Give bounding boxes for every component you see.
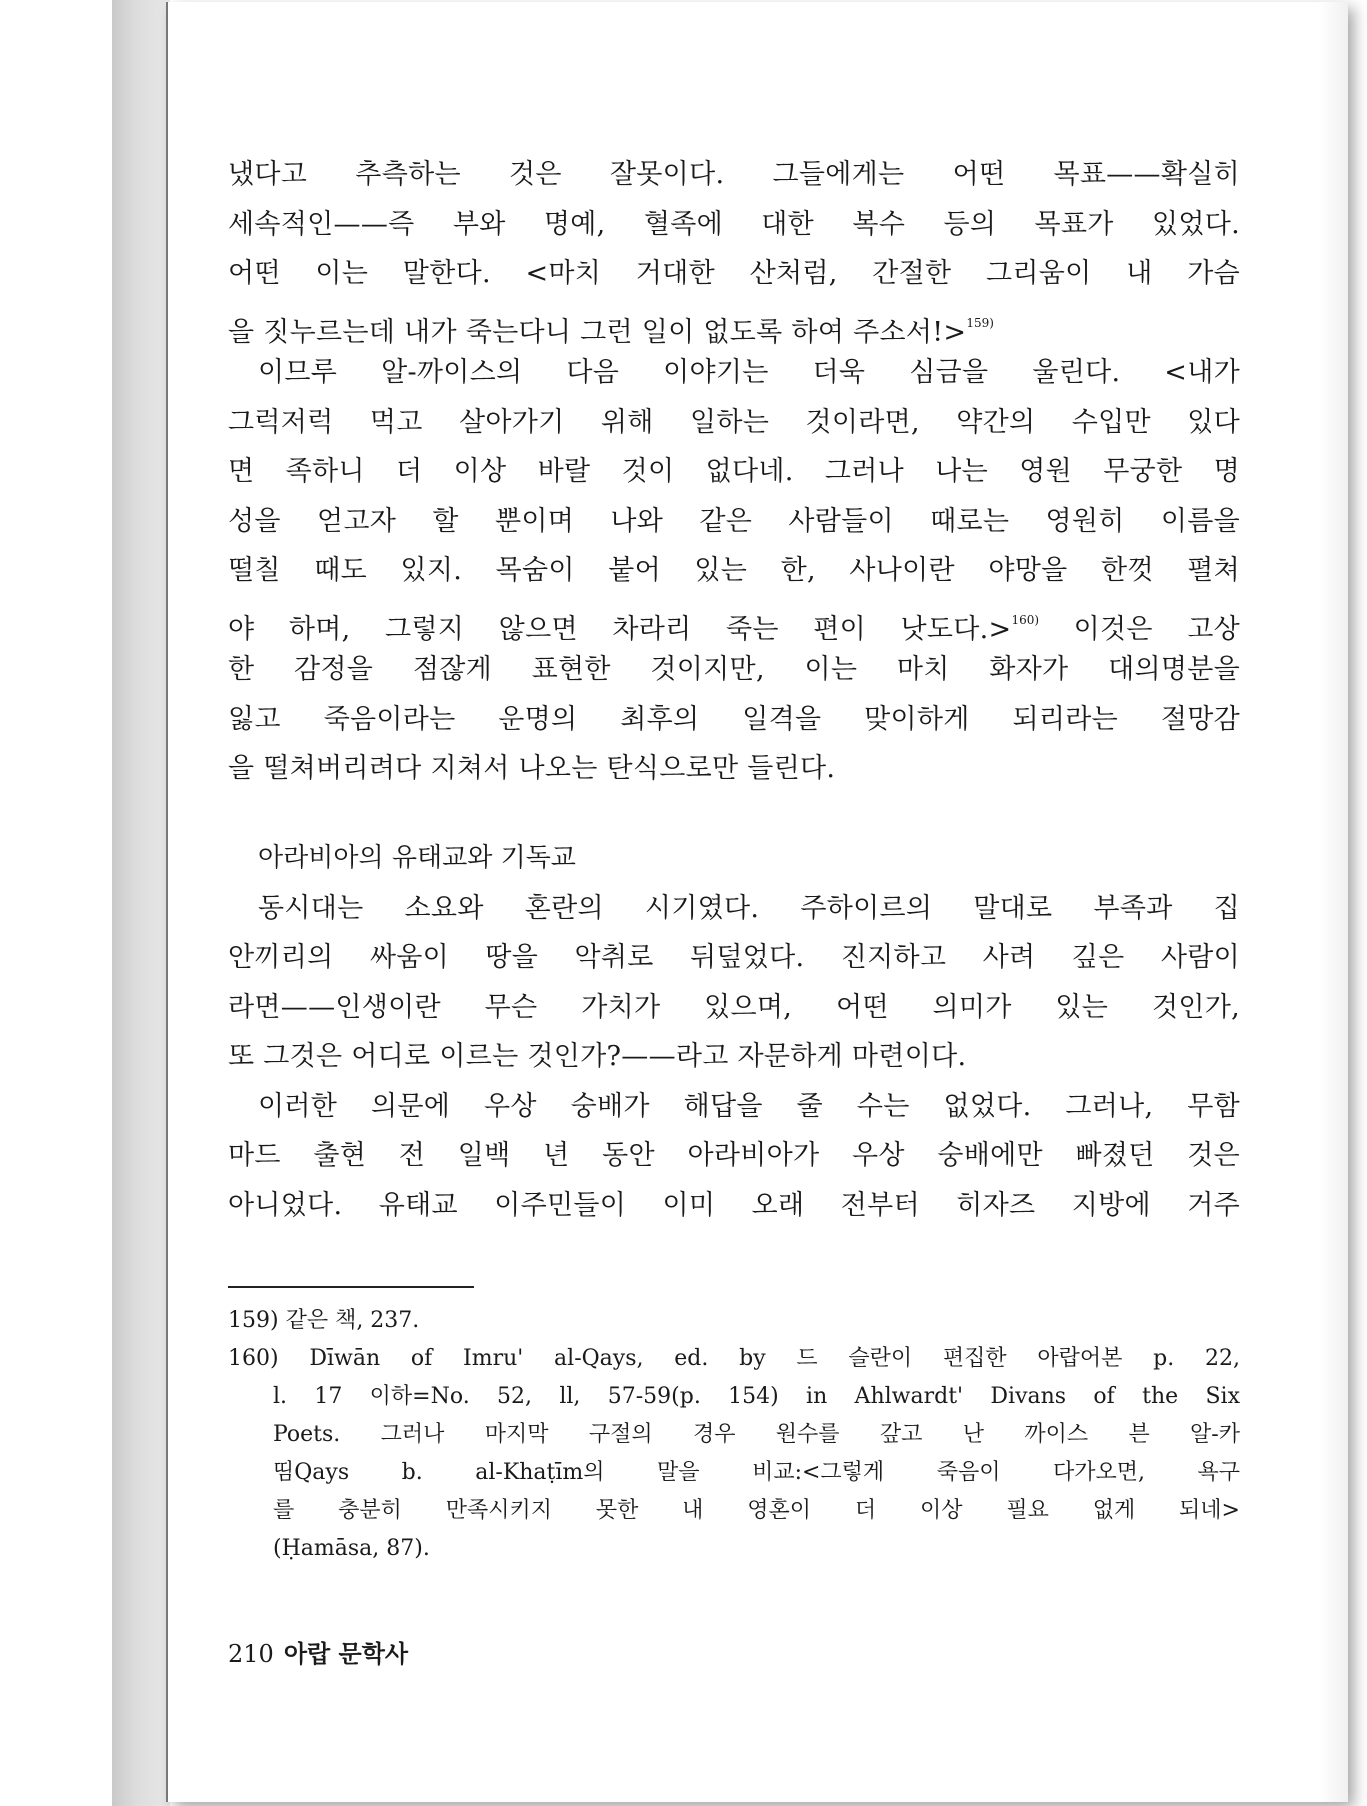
text-line: 그럭저럭 먹고 살아가기 위해 일하는 것이라면, 약간의 수입만 있다 bbox=[228, 406, 1240, 438]
text-line: 라면——인생이란 무슨 가치가 있으며, 어떤 의미가 있는 것인가, bbox=[228, 991, 1240, 1023]
text-line: 동시대는 소요와 혼란의 시기였다. 주하이르의 말대로 부족과 집 bbox=[258, 892, 1240, 924]
footnote-divider bbox=[228, 1286, 474, 1288]
book-spine bbox=[112, 0, 170, 1806]
text-line-content: 을 짓누르는데 내가 죽는다니 그런 일이 없도록 하여 주소서!> bbox=[228, 316, 967, 348]
text-line: 어떤 이는 말한다. <마치 거대한 산처럼, 간절한 그리움이 내 가슴 bbox=[228, 258, 1240, 289]
main-text bbox=[228, 150, 1240, 1230]
footnote-ref-160: 160) bbox=[1011, 612, 1040, 627]
page-edge-shade bbox=[1318, 2, 1348, 1802]
footnote-159: 159) 같은 책, 237. bbox=[228, 1308, 420, 1333]
footnote-160-cont: (Ḥamāsa, 87). bbox=[273, 1536, 430, 1561]
text-line-content: 이것은 고상 bbox=[1039, 613, 1240, 645]
running-title: 아랍 문학사 bbox=[283, 1640, 409, 1668]
text-line: 면 족하니 더 이상 바랄 것이 없다네. 그러나 나는 영원 무궁한 명 bbox=[228, 456, 1240, 487]
page-footer bbox=[228, 1634, 408, 1669]
text-line: 떨칠 때도 있지. 목숨이 붙어 있는 한, 사나이란 야망을 한껏 펼쳐 bbox=[228, 555, 1240, 586]
text-line bbox=[228, 596, 1240, 646]
footnote-160-cont: Poets. 그러나 마지막 구절의 경우 원수를 갚고 난 까이스 븐 알-카 bbox=[273, 1422, 1240, 1447]
footnotes bbox=[228, 1302, 1240, 1568]
footnote-160: 160) Dīwān of Imru' al-Qays, ed. by 드 슬란이 편집한 아랍어본 p. 22, bbox=[228, 1346, 1240, 1371]
text-line: 세속적인——즉 부와 명예, 혈족에 대한 복수 등의 목표가 있었다. bbox=[228, 208, 1240, 240]
text-line: 냈다고 추측하는 것은 잘못이다. 그들에게는 어떤 목표——확실히 bbox=[228, 159, 1240, 190]
text-line: 마드 출현 전 일백 년 동안 아라비아가 우상 숭배에만 빠졌던 것은 bbox=[228, 1140, 1240, 1171]
text-line: 잃고 죽음이라는 운명의 최후의 일격을 맞이하게 되리라는 절망감 bbox=[228, 703, 1240, 735]
text-line-content: 야 하며, 그렇지 않으면 차라리 죽는 편이 낫도다.> bbox=[228, 613, 1012, 645]
text-line: 안끼리의 싸움이 땅을 악취로 뒤덮었다. 진지하고 사려 깊은 사람이 bbox=[228, 942, 1240, 973]
text-line bbox=[228, 299, 1240, 349]
page-number: 210 bbox=[228, 1640, 274, 1668]
footnote-160-cont: 띰Qays b. al-Khaṭīm의 말을 비교:<그렇게 죽음이 다가오면, 욕구 bbox=[273, 1460, 1240, 1485]
text-line: 한 감정을 점잖게 표현한 것이지만, 이는 마치 화자가 대의명분을 bbox=[228, 654, 1240, 685]
text-line: 이러한 의문에 우상 숭배가 해답을 줄 수는 없었다. 그러나, 무함 bbox=[258, 1090, 1240, 1122]
text-line: 을 떨쳐버리려다 지쳐서 나오는 탄식으로만 들린다. bbox=[228, 753, 836, 784]
footnote-ref-159: 159) bbox=[966, 315, 994, 330]
text-line: 또 그것은 어디로 이르는 것인가?——라고 자문하게 마련이다. bbox=[228, 1041, 967, 1072]
footnote-160-cont: l. 17 이하=No. 52, ll, 57-59(p. 154) in Ahlwardt' Divans of the Six bbox=[273, 1384, 1240, 1409]
footnote-160-cont: 를 충분히 만족시키지 못한 내 영혼이 더 이상 필요 없게 되네> bbox=[273, 1498, 1240, 1523]
text-line: 아니었다. 유태교 이주민들이 이미 오래 전부터 히자즈 지방에 거주 bbox=[228, 1189, 1240, 1221]
section-heading: 아라비아의 유태교와 기독교 bbox=[258, 842, 576, 873]
text-line: 이므루 알-까이스의 다음 이야기는 더욱 심금을 울린다. <내가 bbox=[258, 357, 1240, 388]
text-line: 성을 얻고자 할 뿐이며 나와 같은 사람들이 때로는 영원히 이름을 bbox=[228, 505, 1240, 537]
